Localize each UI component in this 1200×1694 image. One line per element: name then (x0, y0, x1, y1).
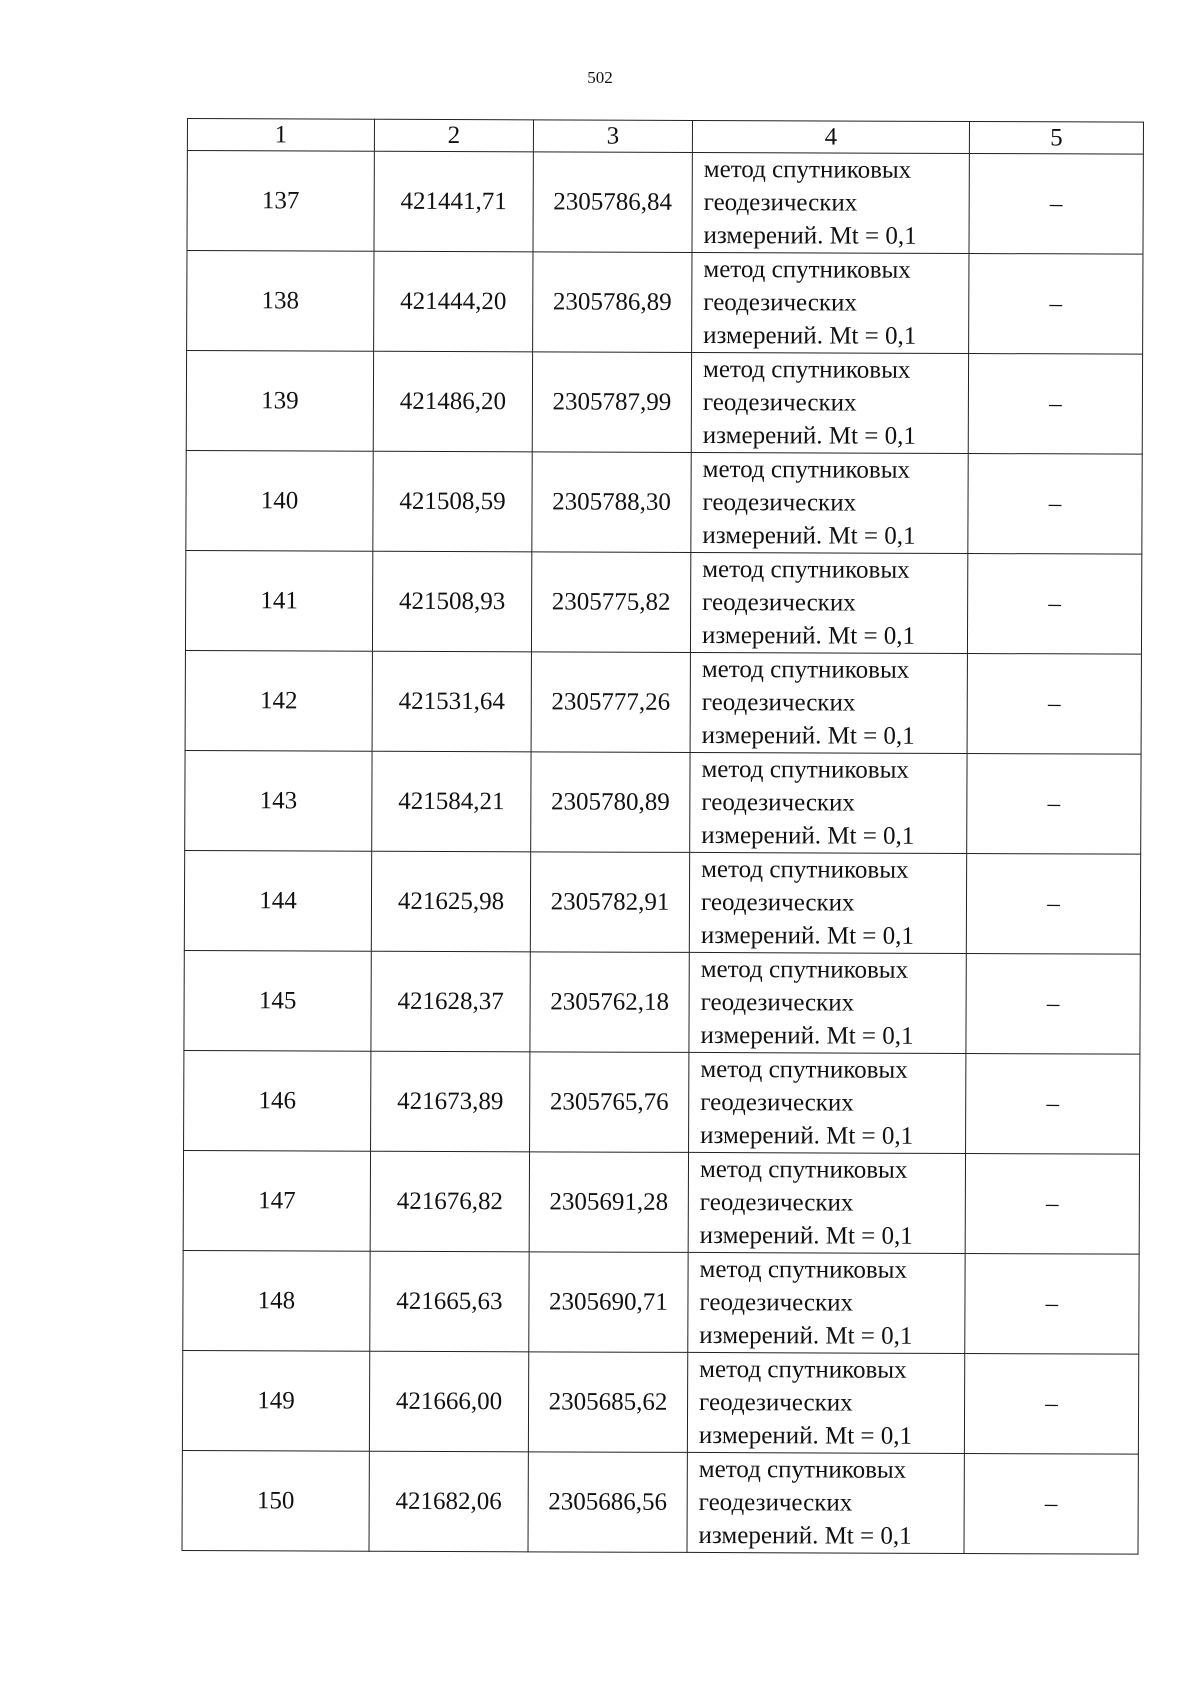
y-coordinate-cell: 2305782,91 (530, 852, 689, 953)
table-row (182, 1350, 1138, 1454)
method-line: измерений. Mt = 0,1 (700, 921, 914, 950)
note-cell: – (968, 354, 1142, 455)
method-line: геодезических (700, 1088, 854, 1117)
method-line: измерений. Mt = 0,1 (703, 321, 917, 350)
point-number-cell: 148 (183, 1250, 370, 1351)
method-cell (688, 1252, 965, 1353)
point-number-cell: 144 (184, 850, 371, 951)
note-cell: – (967, 654, 1141, 755)
method-line: измерений. Mt = 0,1 (699, 1221, 913, 1250)
method-line: геодезических (702, 388, 857, 417)
method-line: измерений. Mt = 0,1 (699, 1321, 913, 1350)
table-row (185, 550, 1141, 654)
method-line: измерений. Mt = 0,1 (698, 1421, 913, 1450)
note-cell: – (966, 853, 1140, 954)
table-row (183, 1250, 1139, 1354)
column-header-2: 2 (374, 119, 533, 152)
note-cell: – (965, 1153, 1139, 1254)
y-coordinate-cell: 2305788,30 (532, 452, 691, 553)
method-line: метод спутниковых (703, 155, 912, 184)
note-cell: – (965, 1253, 1139, 1354)
x-coordinate-cell: 421584,21 (372, 751, 531, 852)
method-line: геодезических (699, 1388, 853, 1417)
method-line: геодезических (700, 988, 855, 1017)
x-coordinate-cell: 421444,20 (374, 251, 533, 352)
method-cell (692, 152, 969, 253)
method-line: метод спутниковых (702, 455, 911, 484)
method-line: измерений. Mt = 0,1 (702, 421, 916, 450)
point-number-cell: 137 (187, 151, 374, 252)
x-coordinate-cell: 421625,98 (371, 851, 530, 952)
x-coordinate-cell: 421531,64 (372, 651, 531, 752)
y-coordinate-cell: 2305762,18 (530, 952, 689, 1053)
point-number-cell: 138 (187, 251, 374, 352)
y-coordinate-cell: 2305691,28 (529, 1152, 688, 1253)
table-row (184, 950, 1140, 1054)
column-header-1: 1 (187, 119, 374, 152)
method-cell (690, 652, 967, 753)
point-number-cell: 149 (182, 1350, 369, 1451)
method-cell (692, 252, 969, 353)
y-coordinate-cell: 2305685,62 (528, 1352, 687, 1453)
method-line: геодезических (699, 1188, 854, 1217)
x-coordinate-cell: 421666,00 (369, 1351, 528, 1452)
point-number-cell: 150 (182, 1450, 369, 1551)
method-cell (687, 1452, 964, 1553)
method-line: измерений. Mt = 0,1 (700, 1121, 914, 1150)
note-cell: – (966, 953, 1140, 1054)
method-line: метод спутниковых (701, 655, 910, 684)
column-header-3: 3 (533, 120, 692, 153)
table-row (184, 1050, 1140, 1154)
method-line: геодезических (699, 1288, 854, 1317)
method-line: геодезических (698, 1488, 853, 1517)
x-coordinate-cell: 421508,59 (373, 451, 532, 552)
table-row (182, 1450, 1138, 1554)
point-number-cell: 142 (185, 650, 372, 751)
y-coordinate-cell: 2305775,82 (531, 552, 690, 653)
method-line: геодезических (701, 788, 856, 817)
note-cell: – (967, 753, 1141, 854)
table-row (187, 151, 1143, 255)
method-line: геодезических (703, 188, 858, 217)
note-cell: – (964, 1453, 1138, 1554)
method-cell (688, 1152, 965, 1253)
method-line: геодезических (702, 588, 856, 617)
point-number-cell: 141 (185, 550, 372, 651)
y-coordinate-cell: 2305765,76 (530, 1052, 689, 1153)
x-coordinate-cell: 421665,63 (370, 1251, 529, 1352)
method-line: метод спутниковых (700, 955, 909, 984)
method-line: измерений. Mt = 0,1 (701, 821, 915, 850)
header-row (187, 119, 1143, 155)
x-coordinate-cell: 421682,06 (369, 1451, 528, 1552)
note-cell: – (964, 1353, 1138, 1454)
method-line: измерений. Mt = 0,1 (701, 621, 916, 650)
method-line: метод спутниковых (702, 355, 911, 384)
point-number-cell: 146 (184, 1050, 371, 1151)
method-line: измерений. Mt = 0,1 (703, 221, 917, 250)
table-row (183, 1150, 1139, 1254)
method-line: измерений. Mt = 0,1 (702, 521, 916, 550)
method-cell (689, 952, 966, 1053)
point-number-cell: 140 (186, 450, 373, 551)
column-header-5: 5 (969, 122, 1143, 155)
method-cell (691, 452, 968, 553)
method-cell (690, 752, 967, 853)
method-line: измерений. Mt = 0,1 (700, 1021, 914, 1050)
method-cell (690, 552, 967, 653)
note-cell: – (966, 1053, 1140, 1154)
y-coordinate-cell: 2305686,56 (528, 1452, 687, 1553)
method-line: метод спутниковых (701, 855, 909, 884)
x-coordinate-cell: 421676,82 (370, 1151, 529, 1252)
method-line: метод спутниковых (700, 1055, 908, 1084)
y-coordinate-cell: 2305786,84 (533, 152, 692, 253)
table-header (187, 119, 1143, 155)
method-line: метод спутниковых (698, 1455, 907, 1484)
page-number: 502 (587, 68, 613, 87)
point-number-cell: 139 (186, 351, 373, 452)
method-line: геодезических (702, 488, 857, 517)
method-line: метод спутниковых (699, 1355, 907, 1384)
method-cell (689, 852, 966, 953)
note-cell: – (969, 254, 1143, 355)
method-line: метод спутниковых (703, 255, 911, 284)
method-cell (691, 352, 968, 453)
method-line: геодезических (701, 688, 856, 717)
y-coordinate-cell: 2305690,71 (529, 1252, 688, 1353)
method-line: измерений. Mt = 0,1 (701, 721, 915, 750)
table-row (186, 351, 1142, 455)
y-coordinate-cell: 2305786,89 (533, 252, 692, 353)
method-line: метод спутниковых (702, 555, 910, 584)
x-coordinate-cell: 421508,93 (372, 551, 531, 652)
point-number-cell: 145 (184, 950, 371, 1051)
method-line: метод спутниковых (701, 755, 909, 784)
x-coordinate-cell: 421441,71 (374, 151, 533, 252)
method-line: геодезических (700, 888, 855, 917)
table-row (185, 750, 1141, 854)
note-cell: – (968, 454, 1142, 555)
x-coordinate-cell: 421486,20 (373, 351, 532, 452)
x-coordinate-cell: 421628,37 (371, 951, 530, 1052)
point-number-cell: 143 (185, 750, 372, 851)
column-header-4: 4 (692, 120, 969, 153)
method-cell (687, 1352, 964, 1453)
method-line: измерений. Mt = 0,1 (698, 1521, 912, 1550)
table-body (182, 151, 1143, 1555)
method-cell (689, 1052, 966, 1153)
point-number-cell: 147 (183, 1150, 370, 1251)
y-coordinate-cell: 2305780,89 (531, 752, 690, 853)
table-row (185, 650, 1141, 754)
table-row (186, 450, 1142, 554)
note-cell: – (967, 554, 1141, 655)
y-coordinate-cell: 2305787,99 (532, 352, 691, 453)
y-coordinate-cell: 2305777,26 (531, 652, 690, 753)
table-row (184, 850, 1140, 954)
method-line: геодезических (703, 288, 857, 317)
x-coordinate-cell: 421673,89 (371, 1051, 530, 1152)
note-cell: – (969, 154, 1143, 255)
table-row (187, 251, 1143, 355)
method-line: метод спутниковых (699, 1155, 908, 1184)
coordinates-table (181, 118, 1143, 1555)
method-line: метод спутниковых (699, 1255, 908, 1284)
